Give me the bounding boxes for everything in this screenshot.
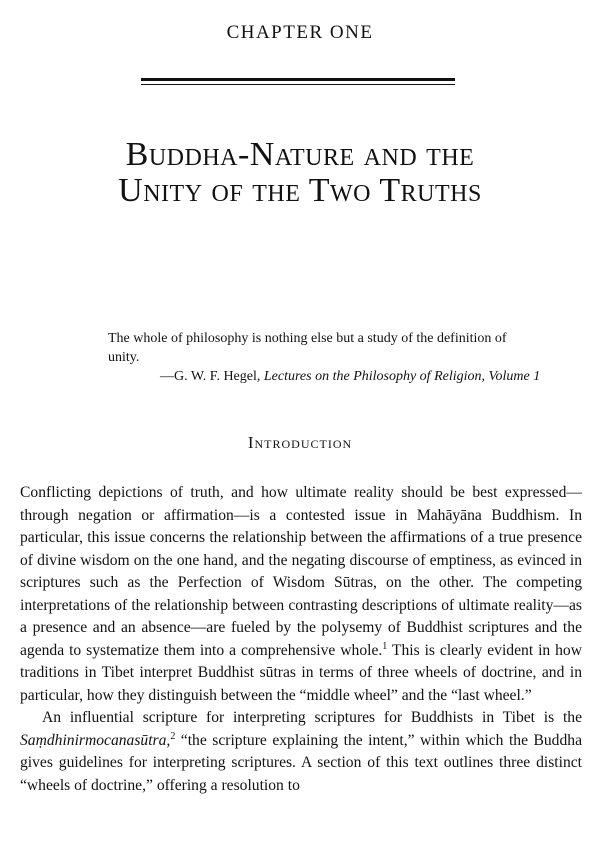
chapter-label: CHAPTER ONE: [226, 22, 374, 43]
section-heading: Introduction: [247, 433, 353, 452]
paragraph-1-continued: This is clearly evident in how traditions in Tibet interpret Buddhist sūtras in terms of three wheels of doctrine, and in particular, how they distinguish between the “middle wheel” and the “last wheel.”: [20, 641, 582, 704]
epigraph-author: —G. W. F. Hegel,: [160, 369, 264, 384]
paragraph-1: [20, 482, 582, 707]
title-rule-thin: [141, 84, 455, 85]
scripture-title: Saṃdhinirmocanasūtra,: [20, 731, 171, 749]
paragraph-1-text: Conflicting depictions of truth, and how ultimate reality should be best expressed—through negation or affirmation—is a contested issue in Mahāyāna Buddhism. In particular, this issue concerns the relationship between the affirmations of a true presence of divine wisdom on the one hand, and the negating discourse of emptiness, as evinced in scriptures such as the Perfection of Wisdom Sūtras, on the other. The competing interpretations of the relationship between contrasting descriptions of ultimate reality—as a presence and an absence—are fueled by the polysemy of Buddhist scriptures and the agenda to systematize them into a comprehensive whole.: [20, 484, 582, 659]
footnote-ref-1: 1: [382, 640, 388, 652]
paragraph-2: [20, 707, 582, 797]
chapter-title-line-1: Buddha-Nature and the: [125, 136, 475, 173]
epigraph-work-title: Lectures on the Philosophy of Religion, Volume 1: [263, 369, 541, 384]
body-text: [20, 482, 582, 797]
epigraph-attribution: [160, 369, 540, 385]
footnote-ref-2: 2: [170, 730, 176, 742]
chapter-title-line-2: Unity of the Two Truths: [118, 172, 482, 209]
paragraph-2-rest: “the scripture explaining the intent,” within which the Buddha gives guidelines for interpreting scriptures. A section of this text outlines three distinct “wheels of doctrine,” offering a resolution to: [20, 731, 582, 794]
title-rule-thick: [141, 78, 455, 81]
paragraph-2-start: An influential scripture for interpreting scriptures for Buddhists in Tibet is the: [42, 709, 582, 726]
epigraph-quote: The whole of philosophy is nothing else but a study of the definition of unity.: [108, 331, 507, 365]
